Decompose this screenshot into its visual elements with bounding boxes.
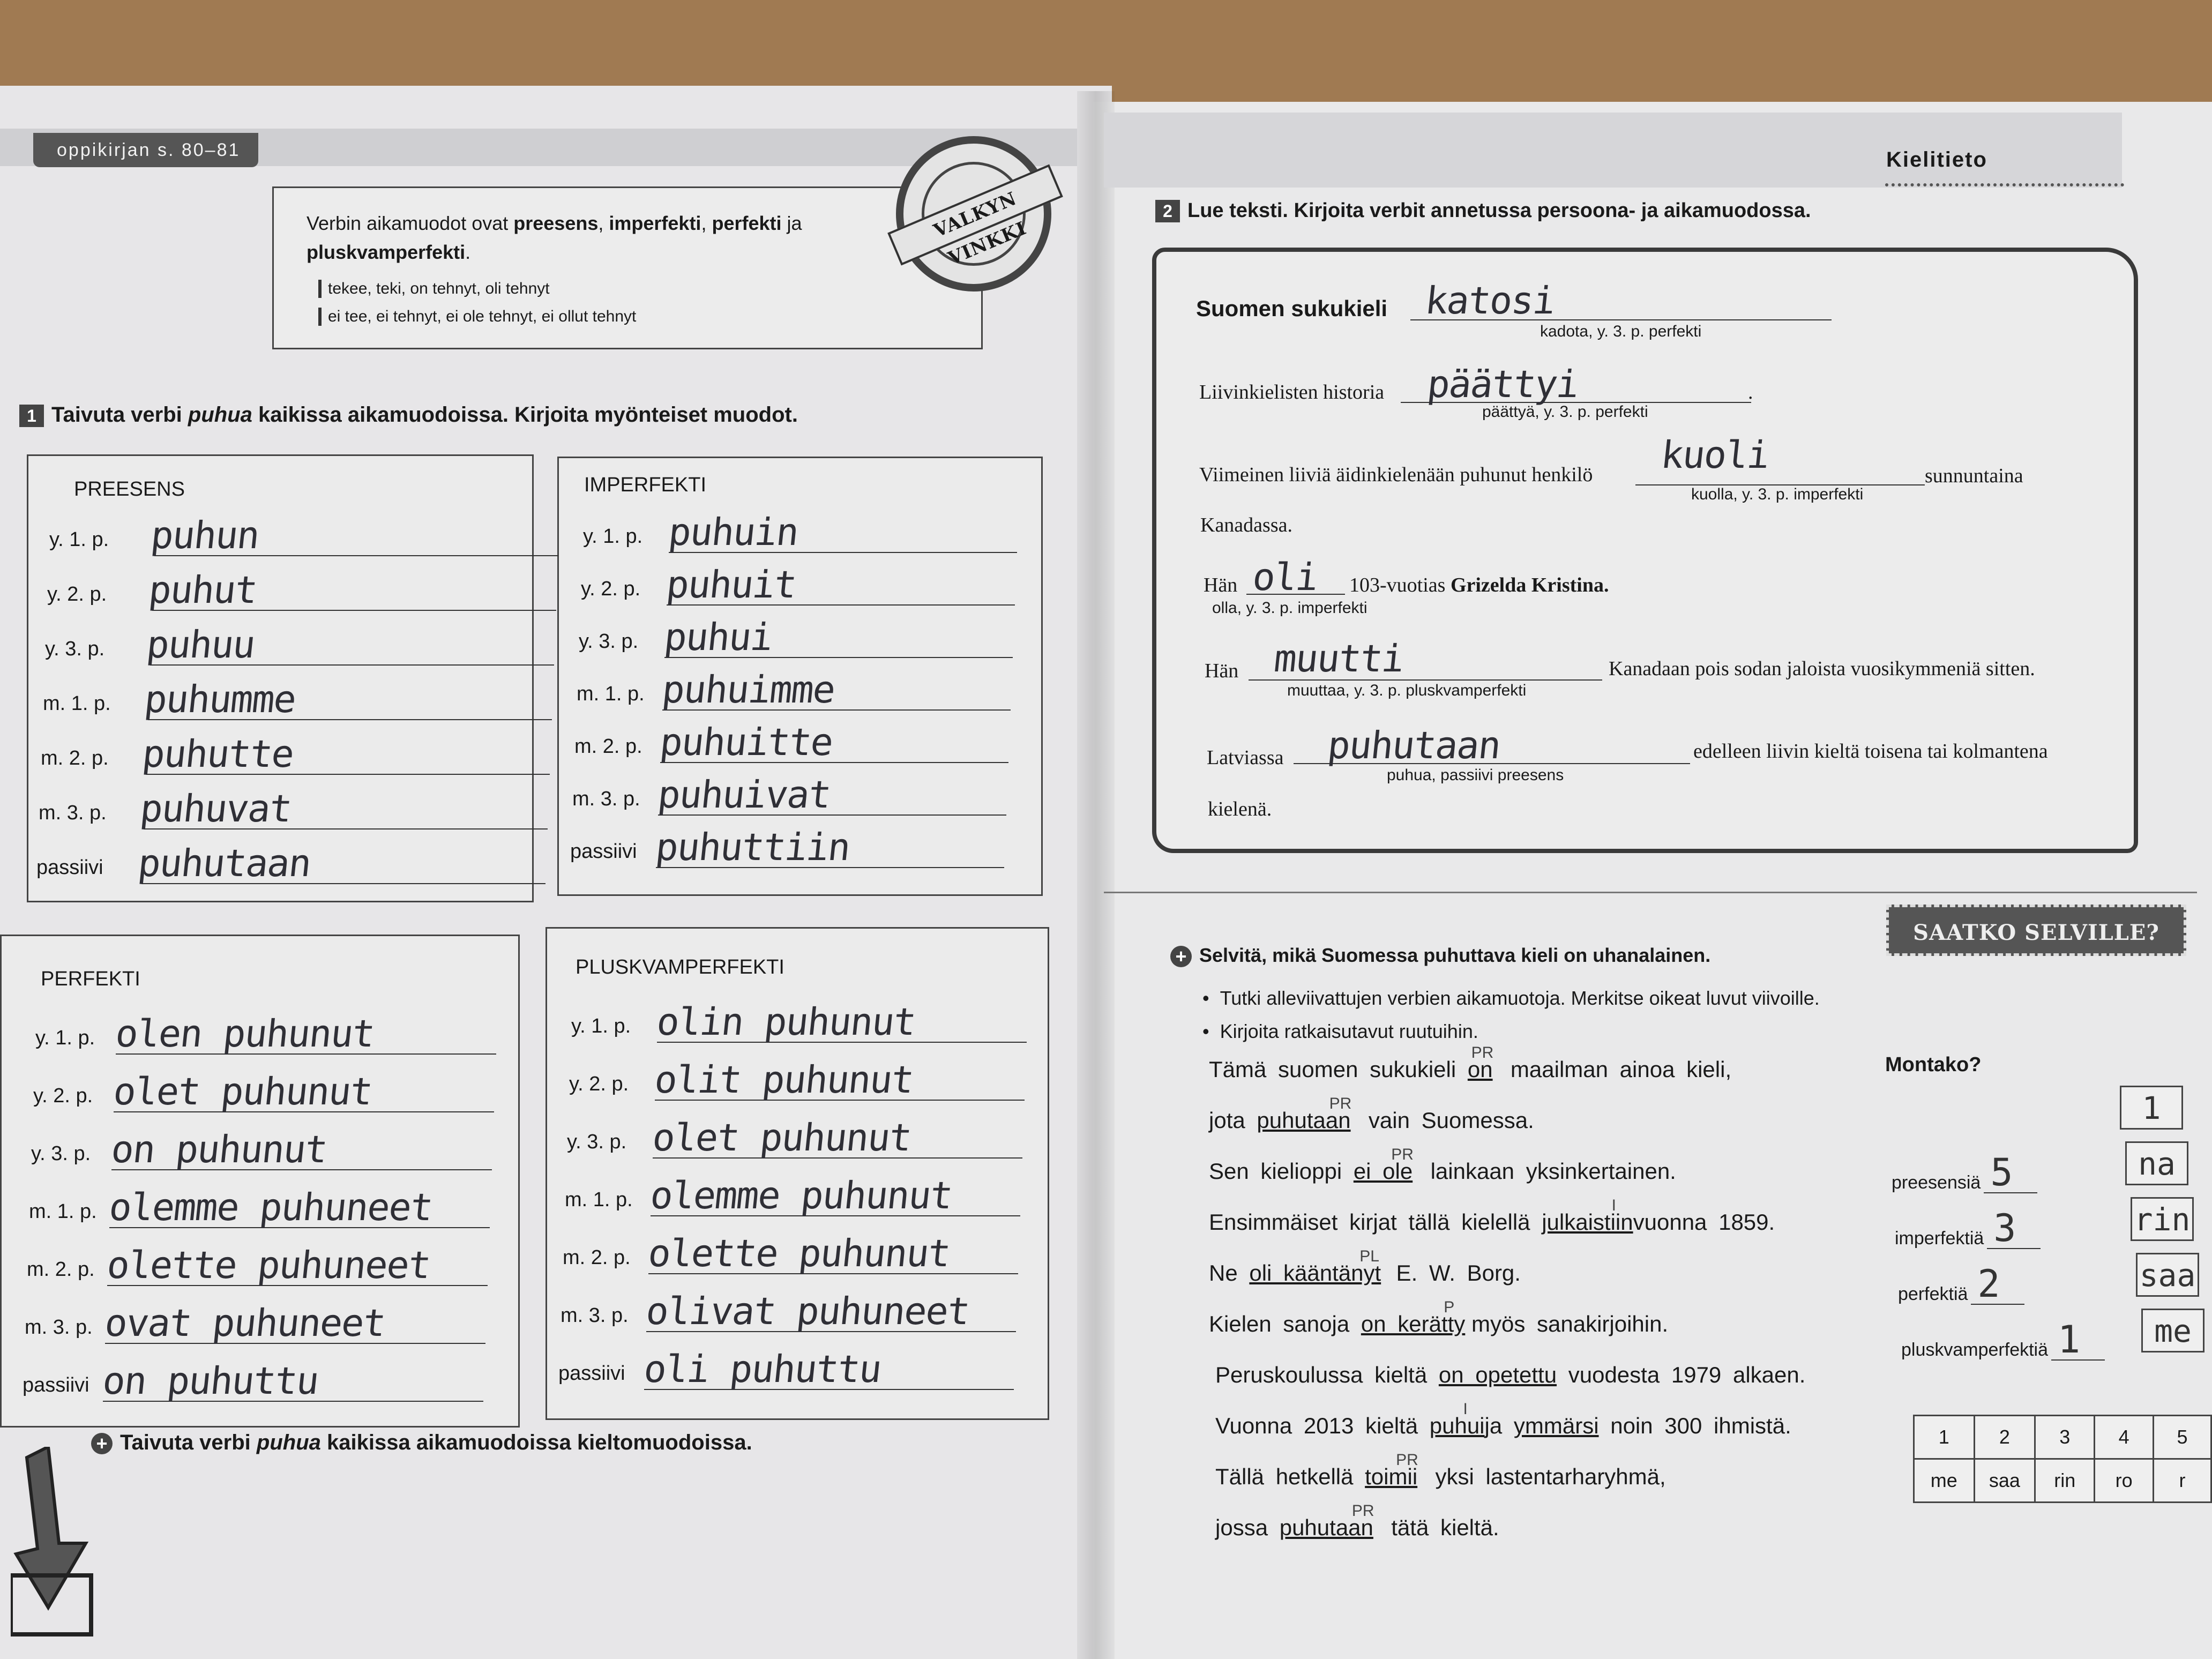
key-number-cell: 1 xyxy=(1914,1416,1975,1459)
tense-count-row: perfektiä 2 xyxy=(1898,1284,2024,1305)
handwritten-tense-mark: PR xyxy=(1391,1146,1414,1163)
tense-count-row: pluskvamperfektiä 1 xyxy=(1901,1340,2105,1361)
story-line-2-text: Liivinkielisten historia xyxy=(1199,381,1385,403)
story-line-1-hint: kadota, y. 3. p. perfekti xyxy=(1540,323,1702,340)
conjugation-row-perfekti xyxy=(29,1185,490,1229)
person-label: m. 2. p. xyxy=(574,735,642,758)
story-line-3-after: sunnuntaina xyxy=(1925,465,2023,487)
story-line-3-hint: kuolla, y. 3. p. imperfekti xyxy=(1691,485,1864,503)
conjugation-row-preesens xyxy=(39,787,548,831)
table-title-preesens: PREESENS xyxy=(74,478,185,500)
paragraph-line: Sen kielioppi ei ole$^{PR}$ lainkaan yksinkertainen. xyxy=(1209,1146,1676,1184)
story-line-4-text: Kanadassa. xyxy=(1200,514,1292,536)
book-gutter xyxy=(1077,91,1115,1659)
person-label: m. 1. p. xyxy=(577,683,645,705)
handwritten-answer: puhui xyxy=(662,615,775,659)
handwritten-tense-mark: PR xyxy=(1329,1095,1352,1112)
paragraph-line: Vuonna 2013 kieltä puhui$^I$ ja ymmärsi noin 300 ihmistä. xyxy=(1215,1400,1791,1438)
syllable-box[interactable]: na xyxy=(2125,1141,2188,1185)
saatko-bullet-2: • Kirjoita ratkaisutavut ruutuihin. xyxy=(1202,1020,1478,1042)
conjugation-row-preesens xyxy=(36,841,545,885)
conjugation-row-preesens xyxy=(49,513,558,557)
syllable-box[interactable]: rin xyxy=(2131,1197,2194,1241)
handwritten-answer: puhuivat xyxy=(655,773,833,817)
handwritten-answer: puhuttiin xyxy=(653,825,852,869)
conjugation-row-pluskvamperfekti xyxy=(565,1174,1020,1217)
person-label: passiivi xyxy=(23,1374,89,1396)
conjugation-row-perfekti xyxy=(31,1127,492,1171)
story-line-7-hint: puhua, passiivi preesens xyxy=(1387,766,1564,784)
conjugation-row-pluskvamperfekti xyxy=(571,1000,1027,1044)
conjugation-row-pluskvamperfekti xyxy=(569,1058,1025,1102)
handwritten-tense-mark: P xyxy=(1444,1298,1455,1316)
handwritten-answer: puhuu xyxy=(144,623,257,667)
person-label: y. 3. p. xyxy=(45,638,105,660)
handwritten-tense-mark: PR xyxy=(1396,1451,1418,1469)
story-line-6-text: Hän xyxy=(1205,660,1239,682)
conjugation-row-perfekti xyxy=(25,1301,485,1345)
person-label: m. 2. p. xyxy=(27,1258,95,1281)
tense-count-row: imperfektiä 3 xyxy=(1895,1228,2041,1249)
story-line-3-text: Viimeinen liiviä äidinkielenään puhunut henkilö xyxy=(1199,464,1593,486)
count-answer-line[interactable]: 1 xyxy=(2051,1343,2105,1361)
syllable-box[interactable]: saa xyxy=(2136,1253,2199,1297)
handwritten-answer: olin puhunut xyxy=(654,1000,918,1044)
handwritten-answer: olet puhunut xyxy=(111,1070,375,1114)
conjugation-row-pluskvamperfekti xyxy=(563,1231,1018,1275)
paragraph-line: jossa puhutaan$^{PR}$ tätä kieltä. xyxy=(1215,1502,1499,1540)
key-number-cell: 2 xyxy=(1974,1416,2035,1459)
handwritten-answer: ovat puhuneet xyxy=(102,1301,387,1345)
person-label: y. 2. p. xyxy=(33,1085,93,1107)
handwritten-answer: on puhuttu xyxy=(100,1359,320,1403)
story-line-6-answer: muutti xyxy=(1272,637,1406,681)
dotted-divider xyxy=(1885,183,2124,186)
person-label: passiivi xyxy=(570,840,637,863)
story-line-7-after: edelleen liivin kieltä toisena tai kolmantena xyxy=(1693,740,2048,763)
conjugation-row-perfekti xyxy=(23,1359,483,1403)
conjugation-row-imperfekti xyxy=(574,720,1008,764)
table-title-perfekti: PERFEKTI xyxy=(41,968,140,990)
handwritten-tense-mark: PR xyxy=(1351,1502,1374,1520)
count-answer-line[interactable]: 5 xyxy=(1984,1176,2037,1193)
table-perfekti xyxy=(0,935,520,1428)
person-label: passiivi xyxy=(558,1362,625,1385)
handwritten-answer: puhuimme xyxy=(660,668,837,712)
story-line-6-hint: muuttaa, y. 3. p. pluskvamperfekti xyxy=(1287,682,1527,699)
conjugation-row-preesens xyxy=(43,677,552,721)
person-label: m. 1. p. xyxy=(565,1189,633,1211)
saatko-instruction: + Selvitä, mikä Suomessa puhuttava kieli on uhanalainen. xyxy=(1170,944,1710,967)
story-line-2-after: . xyxy=(1748,381,1753,403)
person-label: m. 3. p. xyxy=(39,802,107,824)
paragraph-line: jota puhutaan$^{PR}$ vain Suomessa. xyxy=(1209,1095,1534,1133)
handwritten-answer: olemme puhuneet xyxy=(107,1185,435,1229)
person-label: y. 1. p. xyxy=(571,1015,631,1037)
key-syllable-cell: ro xyxy=(2095,1459,2154,1503)
key-number-cell: 3 xyxy=(2035,1416,2095,1459)
story-line-1-text: Suomen sukukieli xyxy=(1196,296,1388,321)
story-line-7-text: Latviassa xyxy=(1207,746,1284,769)
syllable-box[interactable]: 1 xyxy=(2120,1086,2183,1130)
handwritten-answer: puhumme xyxy=(142,677,298,721)
conjugation-row-imperfekti xyxy=(577,668,1011,712)
story-line-5-text: Hän xyxy=(1204,574,1238,596)
handwritten-answer: oli puhuttu xyxy=(641,1347,883,1391)
conjugation-row-imperfekti xyxy=(570,825,1004,869)
conjugation-row-perfekti xyxy=(33,1070,494,1114)
handwritten-answer: olen puhunut xyxy=(113,1012,377,1056)
handwritten-answer: olemme puhunut xyxy=(648,1174,954,1217)
person-label: y. 3. p. xyxy=(579,630,639,653)
table-title-pluskvamperfekti: PLUSKVAMPERFEKTI xyxy=(576,956,784,978)
count-answer-line[interactable]: 3 xyxy=(1987,1232,2041,1249)
handwritten-answer: puhutte xyxy=(140,732,296,776)
handwritten-answer: on puhunut xyxy=(109,1127,329,1171)
person-label: m. 3. p. xyxy=(572,788,640,810)
montako-label: Montako? xyxy=(1885,1053,1982,1076)
person-label: m. 2. p. xyxy=(41,747,109,769)
conjugation-row-imperfekti xyxy=(583,510,1017,554)
person-label: m. 3. p. xyxy=(561,1304,629,1327)
key-number-cell: 5 xyxy=(2154,1416,2211,1459)
handwritten-answer: puhuin xyxy=(666,510,801,554)
handwritten-answer: puhut xyxy=(146,568,259,612)
person-label: y. 3. p. xyxy=(567,1131,627,1153)
conjugation-row-pluskvamperfekti xyxy=(561,1289,1016,1333)
textbook-reference-tab: oppikirjan s. 80–81 xyxy=(33,133,258,167)
key-syllable-cell: rin xyxy=(2035,1459,2095,1503)
key-number-cell: 4 xyxy=(2095,1416,2154,1459)
story-line-5-hint: olla, y. 3. p. imperfekti xyxy=(1212,599,1367,617)
tip-text: Verbin aikamuodot ovat preesens, imperfekti, perfekti ja pluskvamperfekti. xyxy=(307,212,802,263)
paragraph-line: Tämä suomen sukukieli $on^{PR}$ maailman ainoa kieli, xyxy=(1209,1044,1732,1082)
person-label: y. 3. p. xyxy=(31,1142,91,1165)
person-label: y. 1. p. xyxy=(35,1027,95,1049)
person-label: m. 3. p. xyxy=(25,1316,93,1339)
conjugation-row-preesens xyxy=(41,732,550,776)
person-label: y. 1. p. xyxy=(583,525,643,548)
handwritten-answer: olette puhunut xyxy=(646,1231,952,1275)
handwritten-answer: puhutaan xyxy=(136,841,313,885)
conjugation-row-pluskvamperfekti xyxy=(558,1347,1014,1391)
story-line-3-answer: kuoli xyxy=(1658,433,1772,477)
extra-task-instruction: + Taivuta verbi puhua kaikissa aikamuodoissa kieltomuodoissa. xyxy=(91,1431,752,1455)
arrow-down-icon xyxy=(11,1447,96,1640)
person-label: y. 2. p. xyxy=(569,1073,629,1095)
paragraph-line: Peruskoulussa kieltä on opetettu vuodesta 1979 alkaen. xyxy=(1215,1362,1806,1387)
plus-icon: + xyxy=(91,1433,113,1454)
handwritten-tense-mark: I xyxy=(1611,1197,1616,1214)
conjugation-row-preesens xyxy=(45,623,554,667)
handwritten-tense-mark: PL xyxy=(1359,1247,1379,1265)
saatko-selville-badge: SAATKO SELVILLE? xyxy=(1886,905,2186,956)
story-line-6-after: Kanadaan pois sodan jaloista vuosikymmeniä sitten. xyxy=(1609,657,2035,680)
conjugation-row-imperfekti xyxy=(579,615,1013,659)
handwritten-answer: olivat puhuneet xyxy=(644,1289,972,1333)
person-label: m. 2. p. xyxy=(563,1246,631,1269)
story-line-5-after: 103-vuotias Grizelda Kristina. xyxy=(1349,574,1609,596)
handwritten-answer: olet puhunut xyxy=(650,1116,914,1160)
person-label: y. 2. p. xyxy=(47,583,107,606)
key-syllable-cell: r xyxy=(2154,1459,2211,1503)
conjugation-row-perfekti xyxy=(35,1012,496,1056)
key-syllable-cell: me xyxy=(1914,1459,1975,1503)
story-line-2-hint: päättyä, y. 3. p. perfekti xyxy=(1482,403,1648,421)
handwritten-tense-mark: I xyxy=(1463,1400,1468,1418)
task2-instruction: 2 Lue teksti. Kirjoita verbit annetussa persoona- ja aikamuodossa. xyxy=(1155,199,1811,222)
conjugation-row-pluskvamperfekti xyxy=(567,1116,1022,1160)
story-line-2-answer: päättyi xyxy=(1425,362,1581,406)
answer-key-table xyxy=(1913,1415,2212,1503)
plus-icon: + xyxy=(1170,946,1192,967)
conjugation-row-preesens xyxy=(47,568,556,612)
story-line-1-answer: katosi xyxy=(1423,279,1557,323)
story-line-8-text: kielenä. xyxy=(1208,798,1272,820)
handwritten-answer: puhuvat xyxy=(138,787,294,831)
paragraph-line: Kielen sanoja on kerätty$^P$ myös sanakirjoihin. xyxy=(1209,1298,1669,1336)
paragraph-line: Ensimmäiset kirjat tällä kielellä julkaistiin$^I$ vuonna 1859. xyxy=(1209,1197,1775,1235)
syllable-box[interactable]: me xyxy=(2141,1309,2204,1352)
tense-count-row: preesensiä 5 xyxy=(1892,1172,2037,1193)
tip-example-negative: ei tee, ei tehnyt, ei ole tehnyt, ei ollut tehnyt xyxy=(318,308,636,326)
section-title: Kielitieto xyxy=(1886,148,1987,171)
handwritten-answer: puhuitte xyxy=(657,720,835,764)
person-label: m. 1. p. xyxy=(29,1200,97,1223)
handwritten-answer: puhuit xyxy=(664,563,798,607)
conjugation-row-imperfekti xyxy=(572,773,1006,817)
conjugation-row-imperfekti xyxy=(581,563,1015,607)
person-label: y. 2. p. xyxy=(581,578,641,600)
task1-instruction: 1 Taivuta verbi puhua kaikissa aikamuodoissa. Kirjoita myönteiset muodot. xyxy=(19,403,798,427)
handwritten-answer: olit puhunut xyxy=(652,1058,916,1102)
paragraph-line: Ne oli kääntänyt$^{PL}$ E. W. Borg. xyxy=(1209,1247,1521,1286)
key-syllable-cell: saa xyxy=(1974,1459,2035,1503)
person-label: m. 1. p. xyxy=(43,692,111,715)
handwritten-answer: olette puhuneet xyxy=(104,1243,432,1287)
handwritten-tense-mark: PR xyxy=(1471,1044,1494,1062)
saatko-bullet-1: • Tutki alleviivattujen verbien aikamuotoja. Merkitse oikeat luvut viivoille. xyxy=(1202,987,1820,1009)
table-title-imperfekti: IMPERFEKTI xyxy=(584,474,707,496)
handwritten-answer: puhun xyxy=(148,513,261,557)
tip-example-positive: tekee, teki, on tehnyt, oli tehnyt xyxy=(318,280,550,298)
person-label: passiivi xyxy=(36,856,103,879)
story-line-7-answer: puhutaan xyxy=(1325,723,1503,767)
person-label: y. 1. p. xyxy=(49,528,109,551)
paragraph-line: Tällä hetkellä toimii$^{PR}$ yksi lastentarharyhmä, xyxy=(1215,1451,1666,1489)
valkyn-vinkki-stamp-icon: VALKYN VINKKI xyxy=(896,136,1051,292)
conjugation-row-perfekti xyxy=(27,1243,488,1287)
count-answer-line[interactable]: 2 xyxy=(1971,1288,2024,1305)
story-line-5-answer: oli xyxy=(1250,555,1320,599)
section-divider xyxy=(1104,892,2197,893)
